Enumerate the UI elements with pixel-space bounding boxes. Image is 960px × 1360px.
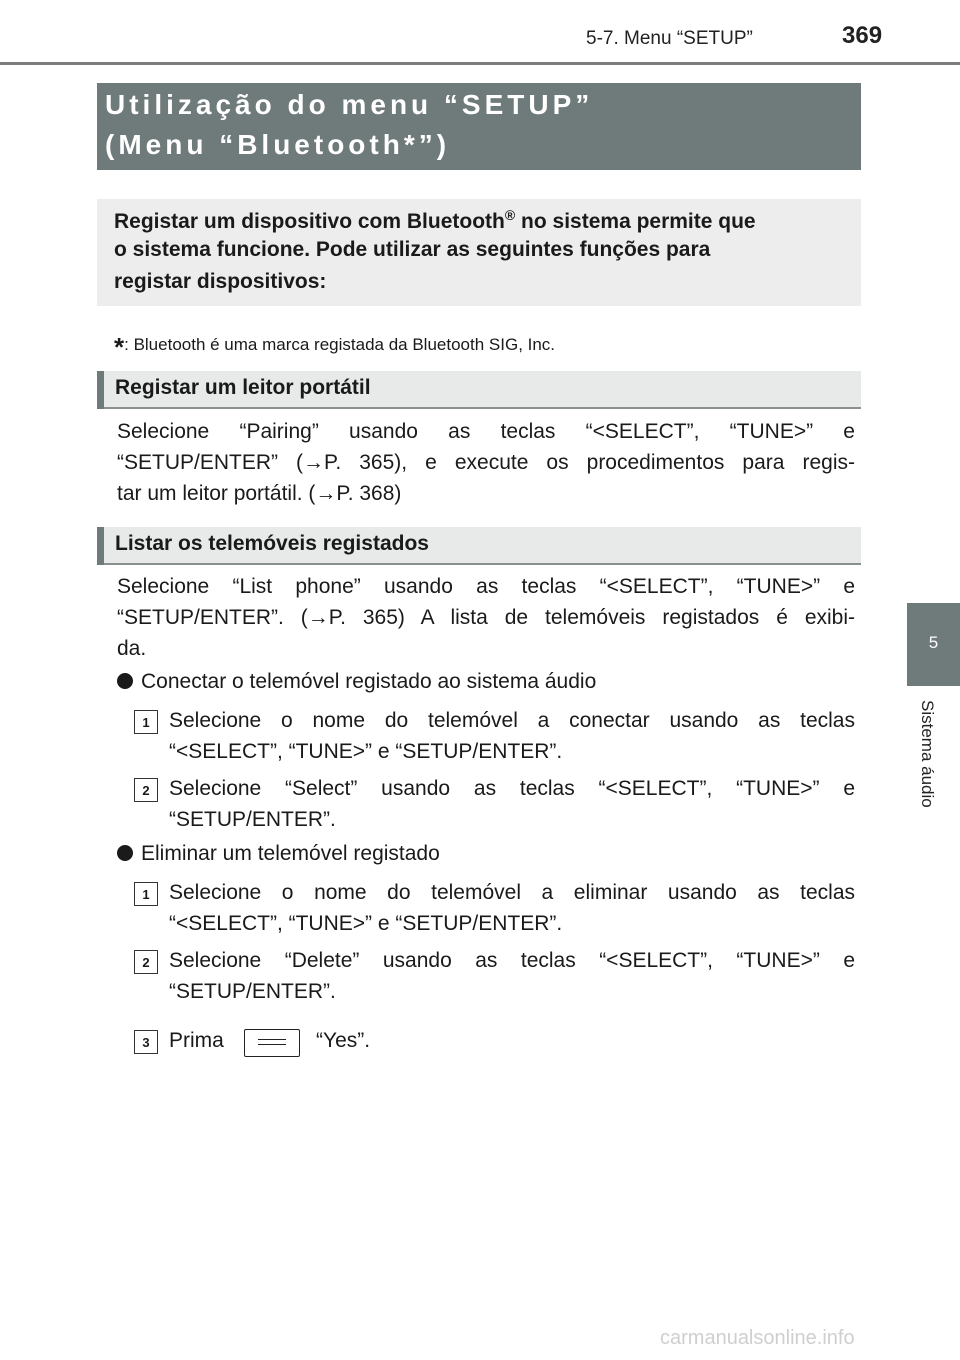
registered-mark: ® — [504, 207, 516, 223]
subheading-pairing — [97, 371, 861, 409]
chapter-tab — [907, 603, 960, 686]
step-text: Prima — [169, 1029, 224, 1052]
step-text: “SETUP/ENTER”. — [169, 808, 336, 831]
subheading-label: Registar um leitor portátil — [115, 376, 371, 399]
step-number: 1 — [134, 710, 158, 734]
step-number: 3 — [134, 1030, 158, 1054]
step-text: Selecione o nome do telemóvel a conectar usando as teclas — [169, 709, 855, 732]
watermark: carmanualsonline.info — [660, 1327, 855, 1349]
paragraph-line: “SETUP/ENTER” (→P. 365), e execute os procedimentos para regis- — [117, 451, 855, 474]
intro-text: Registar um dispositivo com Bluetooth — [114, 210, 505, 233]
step-text: Selecione “Select” usando as teclas “<SELECT”, “TUNE>” e — [169, 777, 855, 800]
page-number: 369 — [842, 22, 883, 49]
chapter-number: 5 — [928, 633, 939, 652]
subheading-bar — [97, 527, 104, 565]
step-text: “<SELECT”, “TUNE>” e “SETUP/ENTER”. — [169, 740, 563, 763]
paragraph-line: tar um leitor portátil. (→P. 368) — [117, 482, 402, 505]
bullet-dot-icon — [117, 845, 133, 861]
paragraph-line: Selecione “Pairing” usando as teclas “<SELECT”, “TUNE>” e — [117, 420, 855, 443]
step-text: “Yes”. — [316, 1029, 371, 1052]
step-number: 1 — [134, 882, 158, 906]
title-line-2: (Menu “Bluetooth*”) — [105, 129, 451, 160]
menu-button-icon — [244, 1029, 300, 1057]
step-text: “<SELECT”, “TUNE>” e “SETUP/ENTER”. — [169, 912, 563, 935]
footnote — [114, 332, 555, 363]
intro-line-3: registar dispositivos: — [114, 270, 327, 293]
step-text: “SETUP/ENTER”. — [169, 980, 336, 1003]
intro-line-1 — [114, 207, 756, 234]
bullet-text: Conectar o telemóvel registado ao sistema áudio — [141, 670, 597, 693]
paragraph-line: Selecione “List phone” usando as teclas “<SELECT”, “TUNE>” e — [117, 575, 855, 598]
paragraph-line: da. — [117, 637, 147, 660]
subheading-list-phone — [97, 527, 861, 565]
title-banner — [97, 83, 861, 170]
footnote-text: : Bluetooth é uma marca registada da Bluetooth SIG, Inc. — [124, 335, 556, 354]
subheading-bar — [97, 371, 104, 409]
intro-box — [97, 199, 861, 306]
step-number: 2 — [134, 950, 158, 974]
chapter-label: Sistema áudio — [918, 700, 937, 808]
bullet-dot-icon — [117, 673, 133, 689]
title-line-1: Utilização do menu “SETUP” — [105, 89, 594, 120]
intro-text-cont: no sistema permite que — [515, 210, 756, 233]
step-text: Selecione “Delete” usando as teclas “<SELECT”, “TUNE>” e — [169, 949, 855, 972]
step-number: 2 — [134, 778, 158, 802]
bullet-text: Eliminar um telemóvel registado — [141, 842, 440, 865]
header-divider — [0, 62, 960, 65]
step-text: Selecione o nome do telemóvel a eliminar usando as teclas — [169, 881, 855, 904]
section-title: 5-7. Menu “SETUP” — [586, 28, 753, 49]
footnote-star: * — [114, 332, 125, 362]
subheading-label: Listar os telemóveis registados — [115, 532, 429, 555]
paragraph-line: “SETUP/ENTER”. (→P. 365) A lista de telemóveis registados é exibi- — [117, 606, 855, 629]
intro-line-2: o sistema funcione. Pode utilizar as seguintes funções para — [114, 238, 711, 261]
bullet-item-delete — [117, 842, 440, 866]
bullet-item-connect — [117, 670, 596, 694]
